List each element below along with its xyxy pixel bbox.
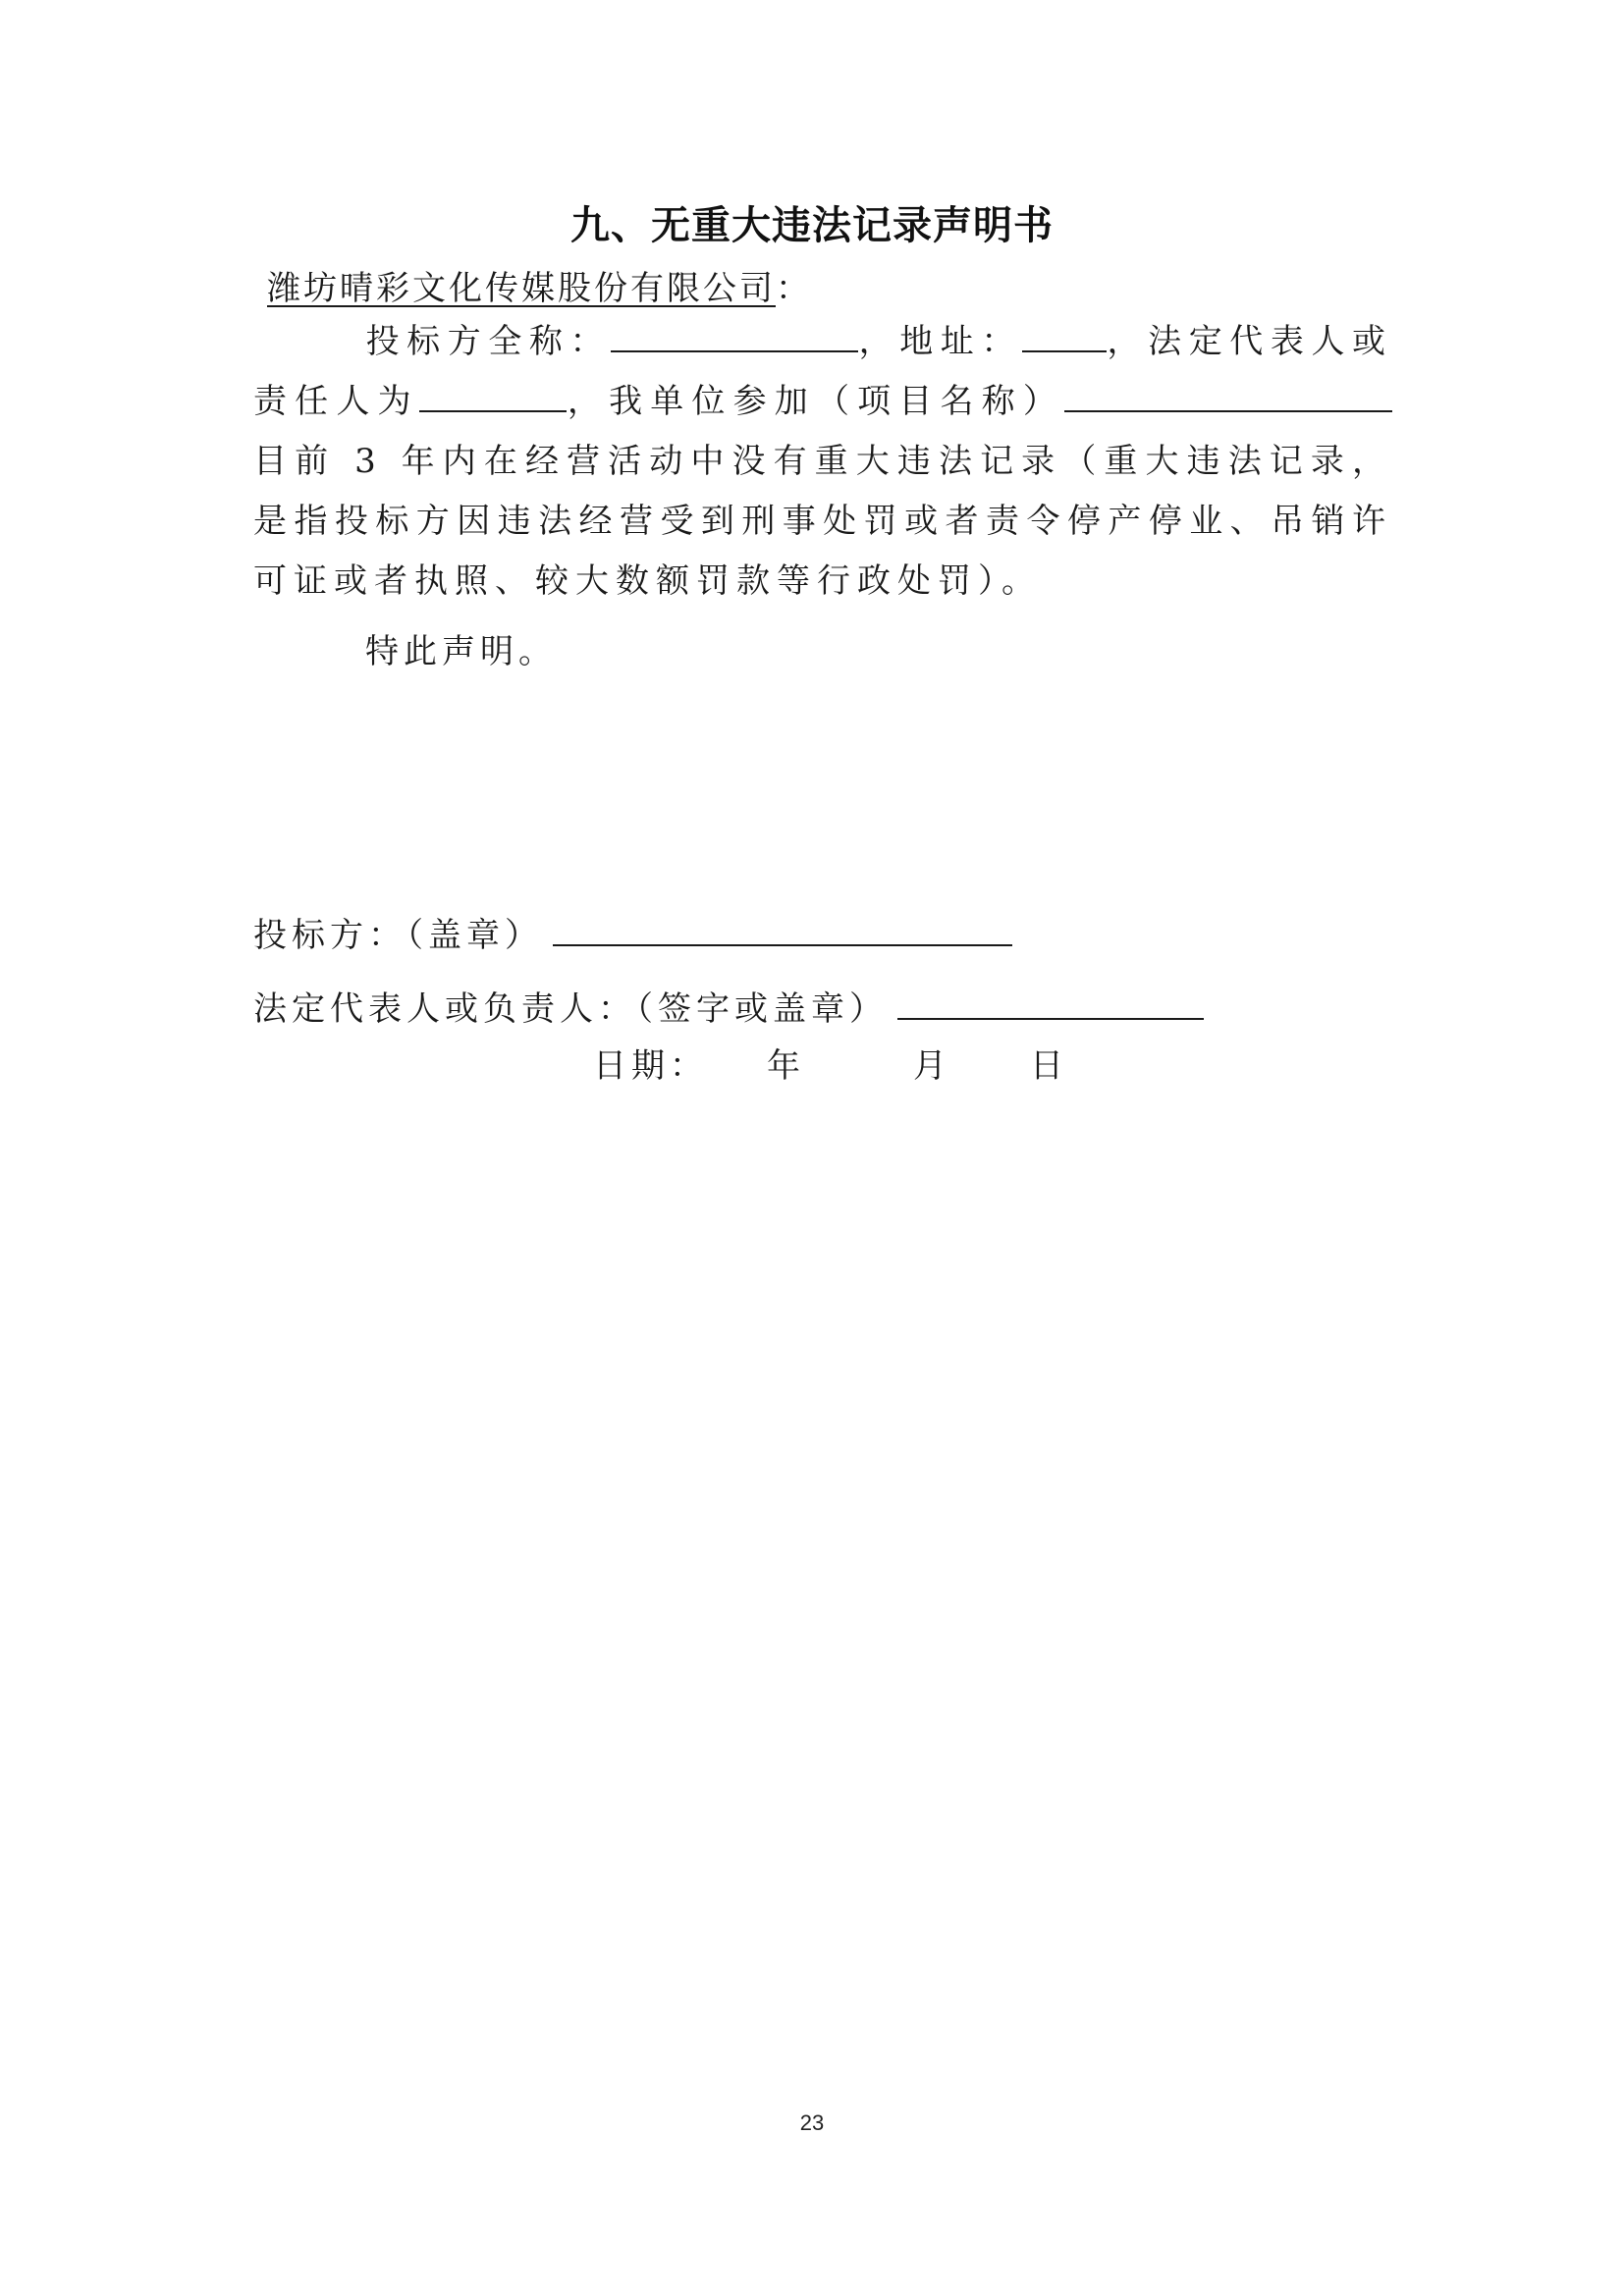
paragraph-part-declaration: 目前 3 年内在经营活动中没有重大违法记录（重大违法记录，是指投标方因违法经营受到刑事处罚或者责令停产停业、吊销许可证或者执照、较大数额罚款等行政处罚）。	[253, 442, 1392, 601]
bidder-seal-label: 投标方：（盖章）	[253, 916, 543, 955]
addressee-colon: ：	[776, 269, 812, 308]
declaration-paragraph	[253, 312, 1392, 612]
representative-blank	[419, 381, 567, 412]
project-name-blank	[1064, 381, 1392, 412]
day-label: 日	[1030, 1046, 1068, 1086]
paragraph-part-representative: ，法定代表人或责任人为	[253, 322, 1393, 421]
document-title: 九、无重大违法记录声明书	[570, 203, 1054, 248]
bidder-name-blank	[611, 321, 858, 352]
paragraph-part-address: ，地址：	[858, 322, 1022, 361]
bidder-seal-line	[253, 908, 1012, 956]
representative-sign-line	[253, 982, 1204, 1030]
representative-sign-blank	[897, 988, 1204, 1020]
date-line	[593, 1039, 1068, 1087]
statement-text: 特此声明。	[365, 632, 557, 671]
date-label: 日期：	[593, 1046, 708, 1086]
representative-sign-label: 法定代表人或负责人：（签字或盖章）	[253, 989, 888, 1029]
year-label: 年	[767, 1046, 805, 1086]
addressee-company: 潍坊晴彩文化传媒股份有限公司	[267, 269, 776, 308]
page-number: 23	[799, 2110, 825, 2135]
addressee-line	[267, 261, 812, 309]
address-blank	[1022, 321, 1107, 352]
paragraph-part-bidder-name: 投标方全称：	[365, 322, 612, 361]
bidder-seal-blank	[553, 915, 1012, 946]
month-label: 月	[913, 1046, 951, 1086]
paragraph-part-project: ，我单位参加（项目名称）	[566, 382, 1065, 421]
